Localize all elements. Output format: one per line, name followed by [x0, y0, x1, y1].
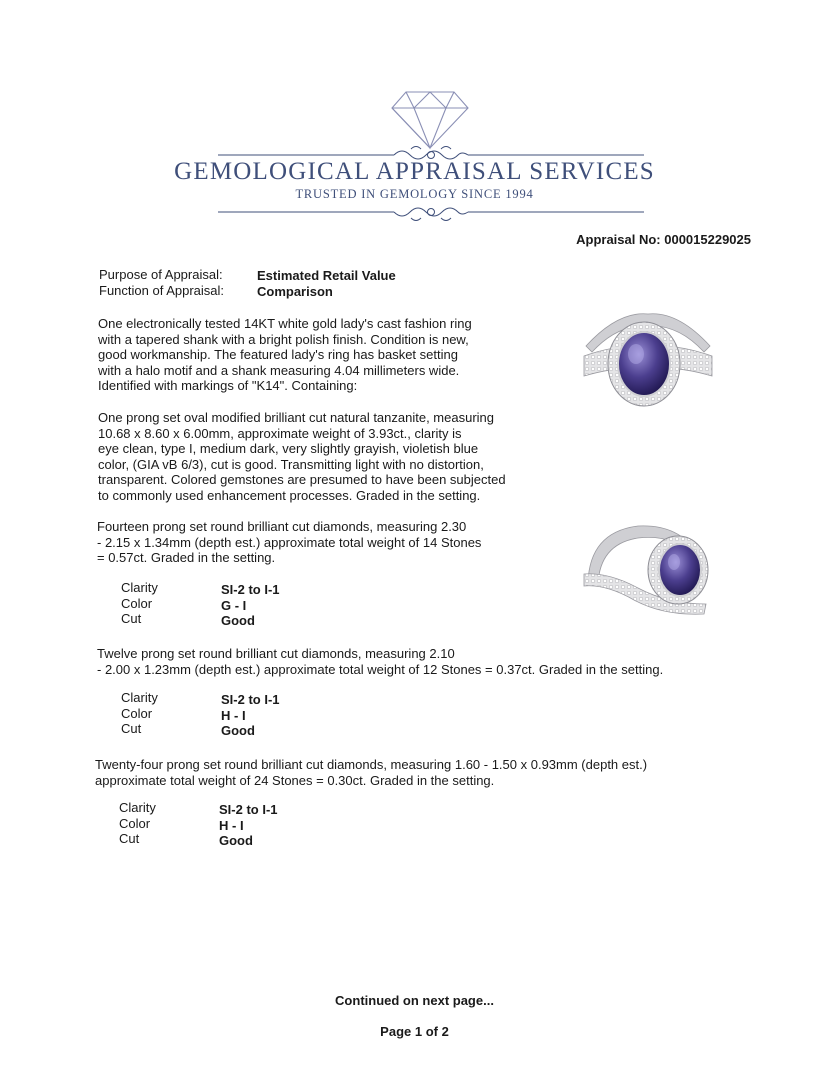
function-value: Comparison: [257, 284, 333, 299]
cut-value: Good: [219, 833, 253, 848]
diamond-group-line: Twelve prong set round brilliant cut diamonds, measuring 2.10: [97, 646, 455, 661]
diamond-group-2-grade-values: [221, 692, 280, 739]
diamond-group-line: - 2.15 x 1.34mm (depth est.) approximate total weight of 14 Stones: [97, 534, 482, 550]
diamond-group-2-description: [97, 646, 663, 677]
description-line: with a halo motif and a shank measuring 4.04 millimeters wide.: [98, 362, 460, 378]
description-line: with a tapered shank with a bright polish finish. Condition is new,: [98, 331, 469, 347]
description-line: good workmanship. The featured lady's ring has basket setting: [98, 347, 458, 363]
cut-label: Cut: [121, 721, 142, 736]
cut-value: Good: [221, 723, 255, 738]
diamond-group-2-grade-labels: [121, 690, 158, 737]
diamond-group-line: approximate total weight of 24 Stones = 0.30ct. Graded in the setting.: [95, 772, 495, 788]
center-stone-line: color, (GIA vB 6/3), cut is good. Transmitting light with no distortion,: [98, 456, 484, 472]
function-label: Function of Appraisal:: [99, 283, 225, 298]
clarity-label: Clarity: [119, 800, 156, 815]
center-stone-line: One prong set oval modified brilliant cut natural tanzanite, measuring: [98, 410, 494, 425]
company-tagline: TRUSTED IN GEMOLOGY SINCE 1994: [295, 187, 534, 201]
color-label: Color: [121, 705, 153, 721]
diamond-group-line: Twenty-four prong set round brilliant cut diamonds, measuring 1.60 - 1.50 x 0.93mm (depth est.): [95, 757, 648, 772]
color-value: G - I: [221, 597, 247, 613]
diamond-group-3-grade-labels: [119, 800, 156, 847]
cut-value: Good: [221, 613, 255, 628]
color-label: Color: [119, 815, 151, 831]
diamond-group-line: Fourteen prong set round brilliant cut diamonds, measuring 2.30: [97, 519, 467, 534]
ring-top-view-photo: [578, 306, 718, 416]
color-label: Color: [121, 595, 153, 611]
ring-angled-view-photo: [578, 512, 718, 622]
center-stone-line: transparent. Colored gemstones are presumed to have been subjected: [98, 472, 506, 488]
description-line: Identified with markings of "K14". Containing:: [98, 378, 358, 394]
clarity-value: SI-2 to I-1: [221, 582, 280, 597]
appraisal-number: Appraisal No: 000015229025: [576, 232, 751, 247]
center-stone-description: [98, 410, 506, 504]
continued-notice: Continued on next page...: [335, 993, 494, 1008]
diamond-logo-icon: [390, 88, 470, 150]
diamond-group-3-description: [95, 757, 647, 788]
center-stone-line: eye clean, type I, medium dark, very slightly grayish, violetish blue: [98, 441, 479, 457]
clarity-value: SI-2 to I-1: [221, 692, 280, 707]
purpose-label: Purpose of Appraisal:: [99, 267, 223, 282]
description-line: One electronically tested 14KT white gold lady's cast fashion ring: [98, 316, 472, 331]
center-stone-line: 10.68 x 8.60 x 6.00mm, approximate weight of 3.93ct., clarity is: [98, 425, 462, 441]
center-stone-line: to commonly used enhancement processes. Graded in the setting.: [98, 487, 481, 503]
diamond-group-3-grade-values: [219, 802, 278, 849]
ring-description: [98, 316, 472, 394]
purpose-value: Estimated Retail Value: [257, 268, 396, 283]
company-name: GEMOLOGICAL APPRAISAL SERVICES: [174, 158, 655, 185]
page-number: Page 1 of 2: [380, 1024, 449, 1039]
diamond-group-1-description: [97, 519, 481, 566]
diamond-group-line: - 2.00 x 1.23mm (depth est.) approximate total weight of 12 Stones = 0.37ct. Graded in the setting.: [97, 661, 664, 677]
color-value: H - I: [219, 817, 244, 833]
bottom-ornament-rule: [216, 204, 646, 222]
clarity-label: Clarity: [121, 580, 158, 595]
cut-label: Cut: [119, 831, 140, 846]
diamond-group-line: = 0.57ct. Graded in the setting.: [97, 550, 276, 566]
diamond-group-1-grade-values: [221, 582, 280, 629]
diamond-group-1-grade-labels: [121, 580, 158, 627]
color-value: H - I: [221, 707, 246, 723]
clarity-label: Clarity: [121, 690, 158, 705]
cut-label: Cut: [121, 611, 142, 626]
clarity-value: SI-2 to I-1: [219, 802, 278, 817]
